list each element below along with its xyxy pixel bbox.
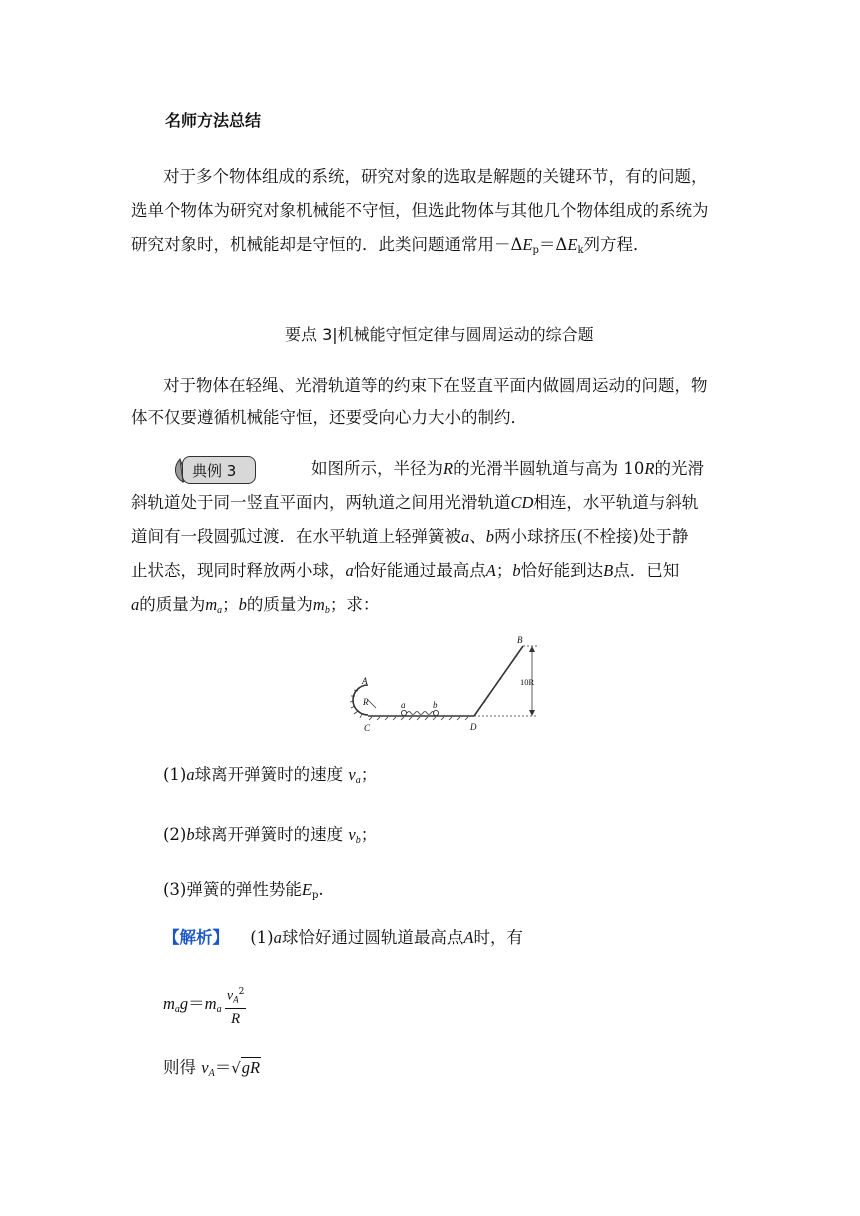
solution-label: 【解析】 bbox=[163, 928, 229, 947]
spring bbox=[407, 712, 434, 715]
example-badge bbox=[168, 455, 256, 485]
label-R: R bbox=[363, 697, 369, 707]
question-2: (2)b球离开弹簧时的速度 $v_b$； bbox=[163, 825, 378, 846]
label-b: b bbox=[433, 700, 438, 710]
horizontal-hatch bbox=[369, 717, 468, 720]
section-title-method-summary: 名师方法总结 bbox=[165, 111, 262, 130]
label-height: 10R bbox=[520, 677, 535, 687]
example-line: 斜轨道处于同一竖直平面内，两轨道之间用光滑轨道CD相连，水平轨道与斜轨 bbox=[131, 493, 699, 512]
example-line: 如图所示，半径为R的光滑半圆轨道与高为 10R的光滑 bbox=[311, 459, 704, 478]
question-1: (1)a球离开弹簧时的速度 $v_a$； bbox=[163, 765, 378, 786]
paragraph-line: 体不仅要遵循机械能守恒，还要受向心力大小的制约． bbox=[131, 408, 527, 427]
section-title-key-point-3: 要点 3|机械能守恒定律与圆周运动的综合题 bbox=[285, 325, 594, 344]
radius-line bbox=[368, 700, 376, 708]
label-A: A bbox=[362, 676, 368, 686]
equation-1: $m_ag=m_a$ $\frac{v_A^2}{R}$ bbox=[163, 987, 245, 1027]
paragraph-line: 对于多个物体组成的系统，研究对象的选取是解题的关键环节，有的问题， bbox=[163, 167, 708, 186]
solution-line: 【解析】 (1)a球恰好通过圆轨道最高点A时，有 bbox=[163, 928, 523, 947]
label-B: B bbox=[517, 635, 523, 645]
example-line: 道间有一段圆弧过渡．在水平轨道上轻弹簧被a、b两小球挤压(不栓接)处于静 bbox=[131, 527, 689, 546]
ball-a bbox=[401, 710, 406, 715]
ball-b bbox=[433, 710, 438, 715]
label-a: a bbox=[401, 700, 406, 710]
paragraph-line: 选单个物体为研究对象机械能不守恒，但选此物体与其他几个物体组成的系统为 bbox=[131, 201, 709, 220]
example-badge-label: 典例 3 bbox=[192, 462, 237, 480]
label-D: D bbox=[470, 722, 477, 732]
equation-2: 则得 $v_A=√gR$ bbox=[163, 1058, 261, 1079]
label-C: C bbox=[364, 723, 371, 733]
track-diagram bbox=[350, 630, 550, 740]
paragraph-line: 研究对象时，机械能却是守恒的．此类问题通常用$-\Delta E_p=\Delta E_k$列方程． bbox=[131, 235, 650, 256]
question-3: (3)弹簧的弹性势能$E_p$. bbox=[163, 880, 324, 901]
example-line: a的质量为$m_a$；b的质量为$m_b$；求： bbox=[131, 595, 380, 616]
example-line: 止状态，现同时释放两小球，a恰好能通过最高点A；b恰好能到达B点．已知 bbox=[131, 561, 680, 580]
paragraph-line: 对于物体在轻绳、光滑轨道等的约束下在竖直平面内做圆周运动的问题，物 bbox=[163, 376, 708, 395]
semicircle-hatch bbox=[350, 690, 362, 718]
